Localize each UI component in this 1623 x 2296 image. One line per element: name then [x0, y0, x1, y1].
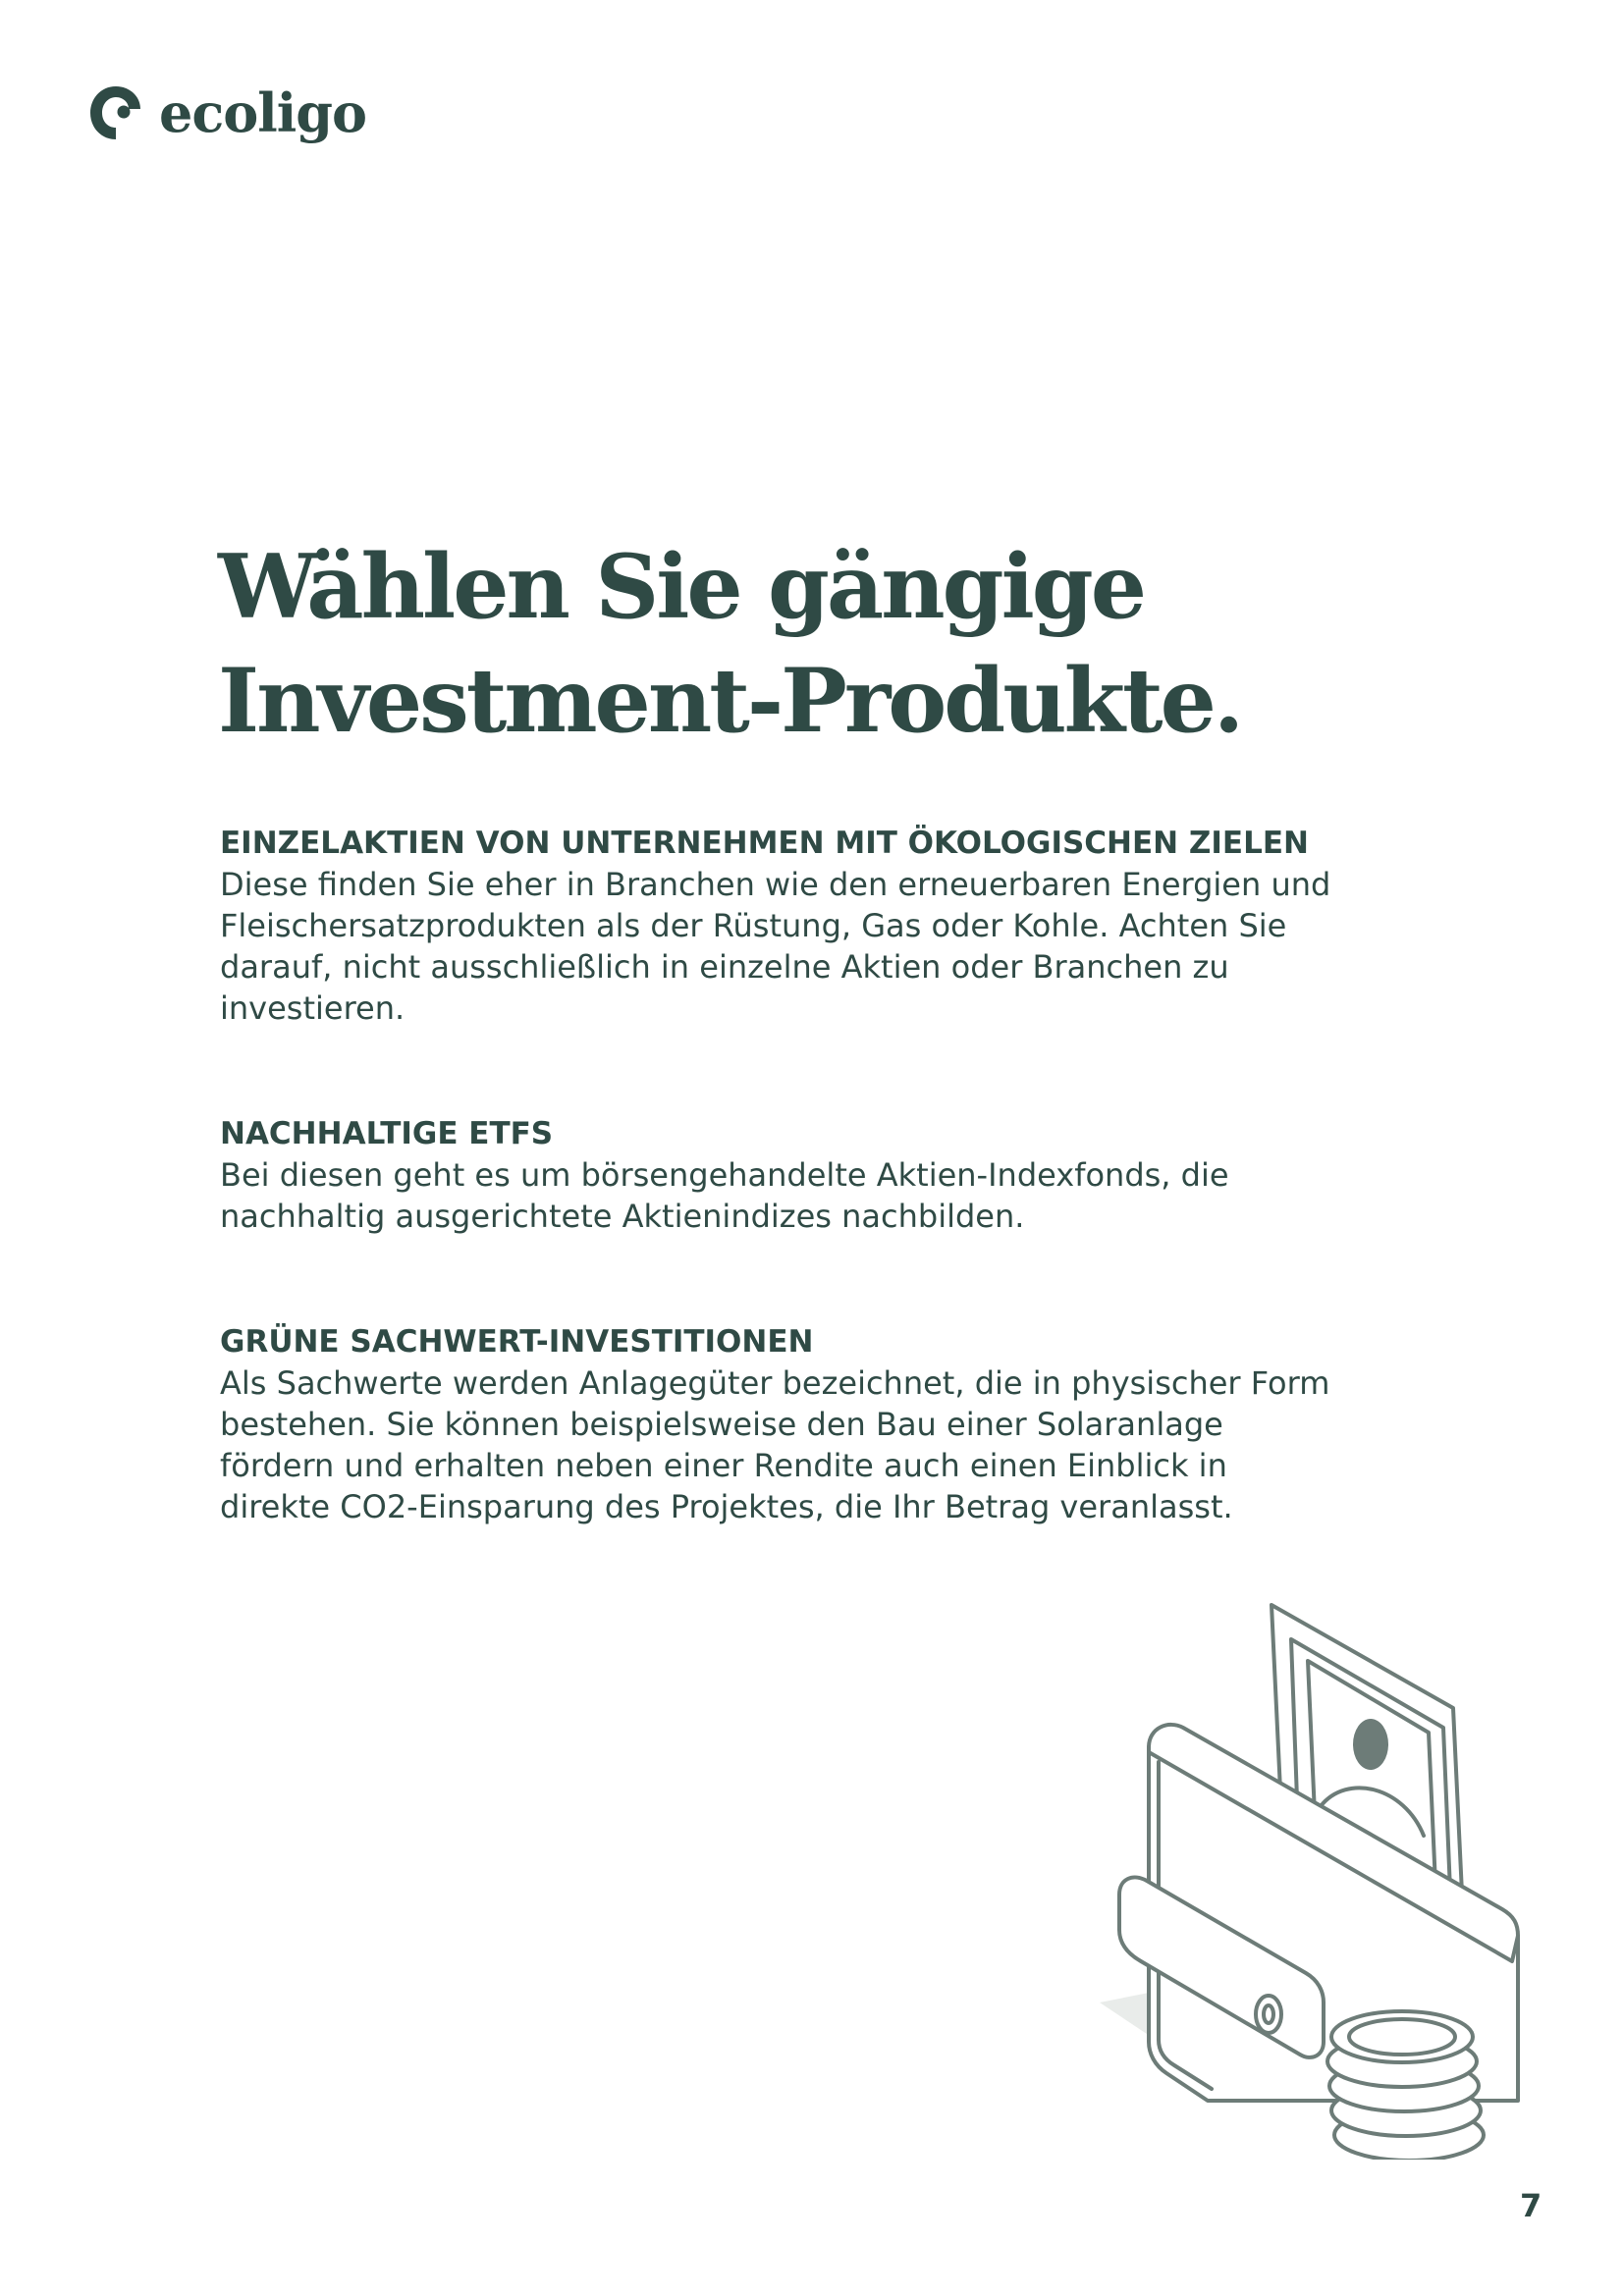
section-text-line: nachhaltig ausgerichtete Aktienindizes nachbilden.: [220, 1198, 1025, 1235]
page-number: 7: [1520, 2187, 1542, 2224]
page-title-line-1: Wählen Sie gängige: [218, 535, 1144, 639]
wallet-with-banknotes-and-coins-icon: [1090, 1590, 1542, 2160]
section-text-line: investieren.: [220, 989, 406, 1027]
brand-logo: [86, 82, 366, 143]
section-nachhaltige-etfs: [220, 1113, 1428, 1237]
section-text-line: Als Sachwerte werden Anlagegüter bezeichnet, die in physischer Form: [220, 1364, 1330, 1402]
page-title-line-2: Investment-Produkte.: [218, 649, 1242, 753]
section-heading: NACHHALTIGE ETFS: [220, 1116, 554, 1151]
section-text-line: direkte CO2-Einsparung des Projektes, die Ihr Betrag veranlasst.: [220, 1488, 1233, 1525]
page-title: [218, 530, 1445, 758]
section-text-line: Bei diesen geht es um börsengehandelte Aktien-Indexfonds, die: [220, 1156, 1229, 1194]
section-einzelaktien: [220, 823, 1428, 1029]
brand-name: ecoligo: [159, 81, 367, 144]
section-text-line: fördern und erhalten neben einer Rendite auch einen Einblick in: [220, 1447, 1227, 1484]
ecoligo-leaf-logo-icon: [86, 82, 145, 143]
section-text-line: darauf, nicht ausschließlich in einzelne Aktien oder Branchen zu: [220, 948, 1229, 986]
section-heading: EINZELAKTIEN VON UNTERNEHMEN MIT ÖKOLOGISCHEN ZIELEN: [220, 826, 1309, 861]
section-gruene-sachwert-investitionen: [220, 1321, 1428, 1527]
section-heading: GRÜNE SACHWERT-INVESTITIONEN: [220, 1324, 814, 1360]
section-text-line: Diese finden Sie eher in Branchen wie den erneuerbaren Energien und: [220, 866, 1331, 903]
section-text-line: Fleischersatzprodukten als der Rüstung, Gas oder Kohle. Achten Sie: [220, 907, 1287, 944]
section-text-line: bestehen. Sie können beispielsweise den Bau einer Solaranlage: [220, 1406, 1223, 1443]
